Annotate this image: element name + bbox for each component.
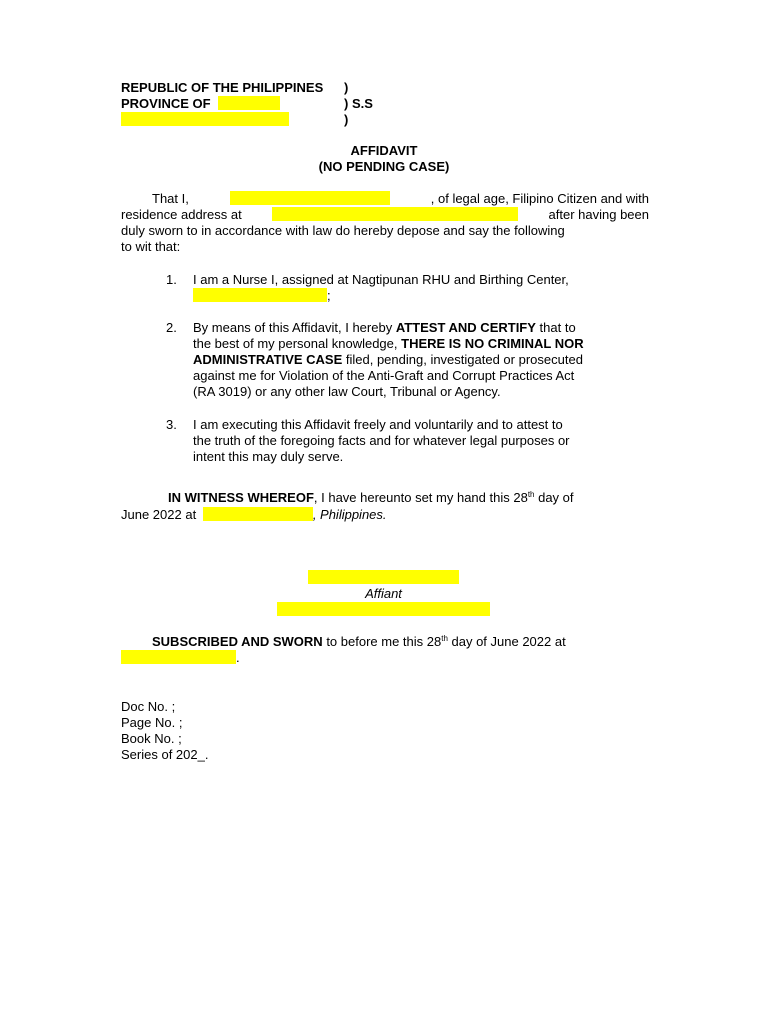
item-2-text-a: By means of this Affidavit, I hereby [193, 320, 396, 335]
affiant-label: Affiant [365, 586, 402, 601]
redacted-place [203, 507, 313, 521]
item-3-line-2: the truth of the foregoing facts and for whatever legal purposes or [193, 433, 570, 448]
witness-bold: IN WITNESS WHEREOF [168, 490, 314, 505]
intro-line-2 [121, 207, 649, 223]
redacted-address [272, 207, 518, 221]
intro-after-address: after having been [548, 207, 649, 222]
subscribed-end: day of June 2022 at [447, 634, 566, 649]
notary-page: Page No. ; [121, 715, 183, 730]
item-3-line-3: intent this may duly serve. [193, 449, 344, 464]
subscribed-line-2 [121, 650, 649, 666]
notary-doc: Doc No. ; [121, 699, 176, 714]
item-2-number: 2. [166, 320, 177, 335]
item-3-number: 3. [166, 417, 177, 432]
item-3-line-1: I am executing this Affidavit freely and voluntarily and to attest to [193, 417, 563, 432]
notary-series: Series of 202_. [121, 747, 209, 762]
item-1-line-1: I am a Nurse I, assigned at Nagtipunan RHU and Birthing Center, [193, 272, 569, 287]
intro-after-name: , of legal age, Filipino Citizen and with [430, 191, 649, 206]
subscribed-bold: SUBSCRIBED AND SWORN [152, 634, 323, 649]
subscribed-content [121, 634, 566, 649]
header-republic: REPUBLIC OF THE PHILIPPINES [121, 80, 324, 95]
item-2-line-5: (RA 3019) or any other law Court, Tribunal or Agency. [193, 384, 501, 399]
witness-line-2 [121, 507, 649, 523]
subscribed-text: to before me this 28 [322, 634, 442, 649]
item-2-line-2 [193, 336, 649, 352]
item-2-line-4: against me for Violation of the Anti-Graft and Corrupt Practices Act [193, 368, 575, 383]
witness-text: , I have hereunto set my hand this 28 [313, 490, 528, 505]
redacted-municipality [121, 112, 289, 126]
redacted-affiant-signature [308, 570, 459, 584]
item-1-line-2 [193, 288, 649, 304]
subscribed-period: . [236, 650, 240, 665]
redacted-notary-place [121, 650, 236, 664]
header-paren-1: ) [344, 80, 349, 95]
item-2-administrative-case: ADMINISTRATIVE CASE [193, 352, 343, 367]
witness-date: June 2022 at [121, 507, 197, 522]
redacted-affiant-id [277, 602, 490, 616]
item-2-text-2a: the best of my personal knowledge, [193, 336, 402, 351]
notary-book: Book No. ; [121, 731, 182, 746]
redacted-affiant-name [230, 191, 390, 205]
header-paren-3: ) [344, 112, 349, 127]
intro-line-4: to wit that: [121, 239, 181, 254]
subscribed-line-1 [121, 634, 649, 650]
subscribed-sup: th [441, 634, 448, 643]
item-2-line-3 [193, 352, 649, 368]
title-no-pending-case: (NO PENDING CASE) [318, 159, 450, 174]
witness-content [121, 490, 574, 505]
witness-end: day of [534, 490, 574, 505]
item-2-line-1 [193, 320, 649, 336]
witness-sup: th [527, 490, 535, 499]
witness-philippines: , Philippines. [312, 507, 387, 522]
witness-line-1 [121, 490, 649, 506]
header-province: PROVINCE OF [121, 96, 211, 111]
item-2-no-criminal: THERE IS NO CRIMINAL NOR [401, 336, 584, 351]
item-2-text-c: that to [535, 320, 576, 335]
redacted-location [193, 288, 327, 302]
item-1-number: 1. [166, 272, 177, 287]
intro-that-i: That I, [152, 191, 189, 206]
item-1-end: ; [327, 288, 331, 303]
item-2-attest-certify: ATTEST AND CERTIFY [395, 320, 536, 335]
intro-line-1 [121, 191, 649, 207]
intro-line-3: duly sworn to in accordance with law do hereby depose and say the following [121, 223, 565, 238]
title-affidavit: AFFIDAVIT [350, 143, 418, 158]
item-2-text-3b: filed, pending, investigated or prosecuted [342, 352, 583, 367]
redacted-province [218, 96, 280, 110]
intro-residence: residence address at [121, 207, 242, 222]
item-2-line-1-content [193, 320, 576, 336]
header-paren-2: ) S.S [344, 96, 373, 111]
